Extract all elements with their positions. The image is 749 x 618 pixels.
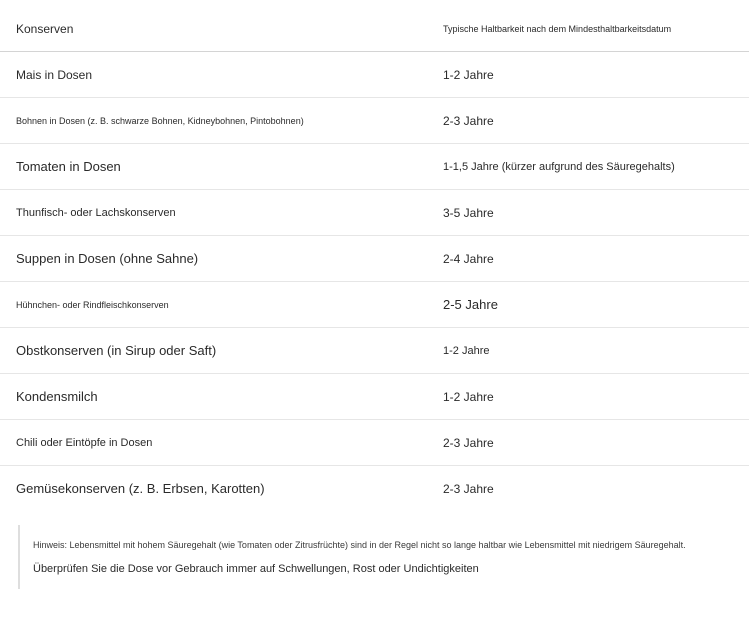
header-canned-goods: Konserven: [16, 21, 74, 36]
table-row: [0, 374, 749, 420]
row-item: Bohnen in Dosen (z. B. schwarze Bohnen, Kidneybohnen, Pintobohnen): [16, 115, 304, 126]
row-shelf-life: 1-2 Jahre: [443, 67, 494, 82]
row-item: Thunfisch- oder Lachskonserven: [16, 206, 176, 219]
row-shelf-life: 2-5 Jahre: [443, 297, 498, 312]
table-row: [0, 190, 749, 236]
row-item: Tomaten in Dosen: [16, 159, 121, 174]
note-blockquote: [18, 525, 718, 589]
table-row: [0, 282, 749, 328]
table-row: [0, 328, 749, 374]
table-row: [0, 98, 749, 144]
shelf-life-table: [0, 6, 749, 511]
row-item: Kondensmilch: [16, 389, 98, 404]
table-row: [0, 144, 749, 190]
row-item: Chili oder Eintöpfe in Dosen: [16, 436, 153, 449]
table-row: [0, 52, 749, 98]
row-item: Obstkonserven (in Sirup oder Saft): [16, 343, 217, 358]
table-row: [0, 466, 749, 511]
row-shelf-life: 2-4 Jahre: [443, 251, 494, 266]
row-item: Gemüsekonserven (z. B. Erbsen, Karotten): [16, 481, 265, 496]
row-shelf-life: 1-2 Jahre: [443, 344, 490, 357]
row-shelf-life: 1-1,5 Jahre (kürzer aufgrund des Säuregehalts): [443, 160, 675, 173]
row-shelf-life: 2-3 Jahre: [443, 435, 494, 450]
table-row: [0, 420, 749, 466]
row-shelf-life: 2-3 Jahre: [443, 113, 494, 128]
row-item: Suppen in Dosen (ohne Sahne): [16, 251, 199, 266]
row-item: Mais in Dosen: [16, 67, 93, 82]
row-shelf-life: 3-5 Jahre: [443, 205, 494, 220]
row-item: Hühnchen- oder Rindfleischkonserven: [16, 299, 169, 310]
row-shelf-life: 1-2 Jahre: [443, 389, 494, 404]
row-shelf-life: 2-3 Jahre: [443, 481, 494, 496]
note-can-check: Überprüfen Sie die Dose vor Gebrauch immer auf Schwellungen, Rost oder Undichtigkeiten: [33, 563, 479, 575]
note-acidity-hint: Hinweis: Lebensmittel mit hohem Säuregehalt (wie Tomaten oder Zitrusfrüchte) sind in der Regel nicht so lange haltbar wie Lebensmittel mit niedrigem Säuregehalt.: [33, 540, 686, 550]
table-header-row: [0, 6, 749, 52]
header-shelf-life: Typische Haltbarkeit nach dem Mindesthaltbarkeitsdatum: [443, 23, 672, 34]
table-row: [0, 236, 749, 282]
